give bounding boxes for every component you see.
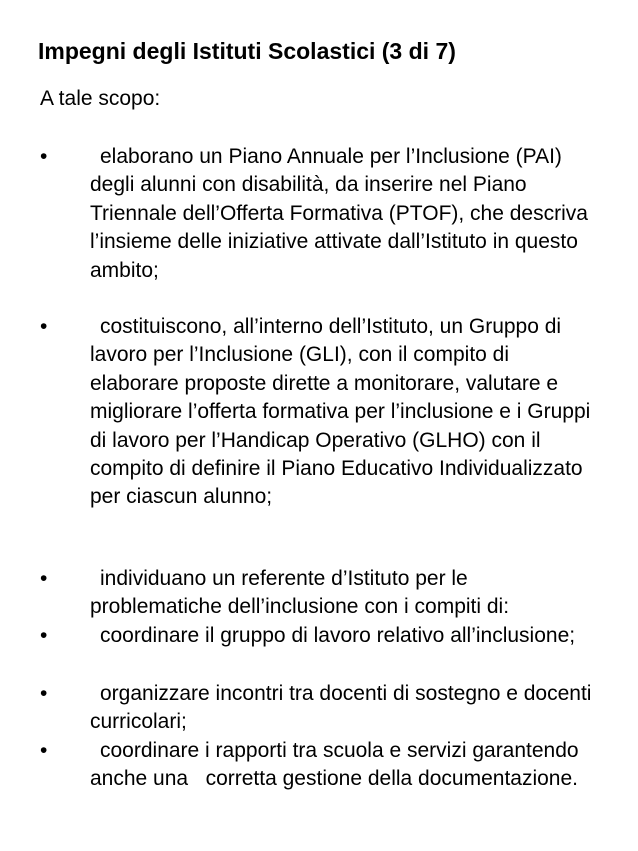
intro-text: A tale scopo: [40, 87, 161, 110]
bullet-marker: • [40, 315, 48, 338]
bullet-text: individuano un referente d’Istituto per le problematiche dell’inclusione con i compiti di: [90, 567, 510, 619]
bullet-item [40, 737, 600, 794]
bullet-text: coordinare il gruppo di lavoro relativo all’inclusione; [100, 624, 576, 647]
bullet-marker: • [40, 145, 48, 168]
bullet-marker: • [40, 624, 48, 647]
bullet-text: organizzare incontri tra docenti di sostegno e docenti curricolari; [90, 682, 598, 734]
bullet-item [40, 622, 600, 650]
bullet-text: coordinare i rapporti tra scuola e servizi garantendo anche una corretta gestione della documentazione. [90, 739, 585, 791]
bullet-item [40, 565, 600, 622]
bullet-item [40, 680, 600, 737]
slide-title: Impegni degli Istituti Scolastici (3 di 7) [38, 38, 456, 64]
bullet-marker: • [40, 682, 48, 705]
bullet-text: elaborano un Piano Annuale per l’Inclusione (PAI) degli alunni con disabilità, da inserire nel Piano Triennale dell’Offerta Formativa (PTOF), che descriva l’insieme delle iniziative attivate dall’Istituto in questo ambito; [90, 145, 594, 282]
bullet-marker: • [40, 739, 48, 762]
bullet-item [40, 313, 600, 512]
bullet-marker: • [40, 567, 48, 590]
bullet-item [40, 143, 600, 285]
bullet-text: costituiscono, all’interno dell’Istituto, un Gruppo di lavoro per l’Inclusione (GLI), con il compito di elaborare proposte dirette a monitorare, valutare e migliorare l’offerta formativa per l’inclusione e i Gruppi di lavoro per l’Handicap Operativo (GLHO) con il compito di definire il Piano Educativo Individualizzato per ciascun alunno; [90, 315, 597, 509]
